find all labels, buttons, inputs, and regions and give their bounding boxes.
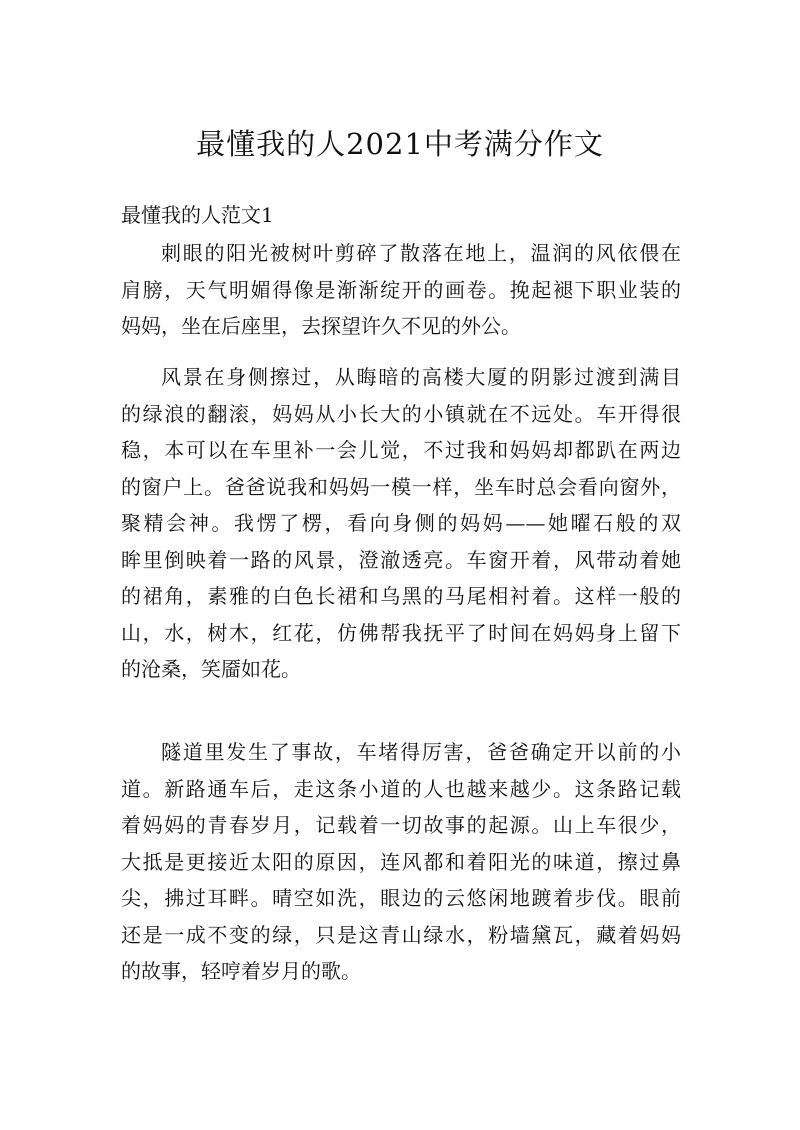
paragraph-line: 稳，本可以在车里补一会儿觉，不过我和妈妈却都趴在两边 <box>121 438 681 462</box>
paragraph-line: 山，水，树木，红花，仿佛帮我抚平了时间在妈妈身上留下 <box>121 620 681 645</box>
paragraph-line: 聚精会神。我愣了楞，看向身侧的妈妈——她曜石般的双 <box>121 511 681 535</box>
paragraph-line: 隧道里发生了事故，车堵得厉害，爸爸确定开以前的小 <box>161 740 681 764</box>
paragraph-line: 尖，拂过耳畔。晴空如洗，眼边的云悠闲地踱着步伐。眼前 <box>121 886 681 910</box>
paragraph-line: 肩膀，天气明媚得像是渐渐绽开的画卷。挽起褪下职业装的 <box>121 277 681 302</box>
paragraph-line: 的绿浪的翻滚，妈妈从小长大的小镇就在不远处。车开得很 <box>121 401 681 426</box>
paragraph-line: 妈妈，坐在后座里，去探望许久不见的外公。 <box>121 314 521 338</box>
paragraph-3 <box>121 734 681 990</box>
paragraph-1 <box>121 235 681 345</box>
paragraph-line: 的故事，轻哼着岁月的歌。 <box>121 959 361 983</box>
paragraph-line: 还是一成不变的绿，只是这青山绿水，粉墙黛瓦，藏着妈妈 <box>121 922 681 947</box>
paragraph-line: 道。新路通车后，走这条小道的人也越来越少。这条路记载 <box>121 776 681 801</box>
paragraph-line: 的沧桑，笑靥如花。 <box>121 657 301 681</box>
paragraph-line: 的窗户上。爸爸说我和妈妈一模一样，坐车时总会看向窗外， <box>121 474 681 499</box>
paragraph-2 <box>121 359 681 688</box>
paragraph-line: 眸里倒映着一路的风景，澄澈透亮。车窗开着，风带动着她 <box>121 547 681 572</box>
paragraph-line: 大抵是更接近太阳的原因，连风都和着阳光的味道，擦过鼻 <box>121 849 681 874</box>
document-title: 最懂我的人2021中考满分作文 <box>196 127 604 161</box>
paragraph-line: 的裙角，素雅的白色长裙和乌黑的马尾相衬着。这样一般的 <box>121 584 681 608</box>
paragraph-line: 风景在身侧擦过，从晦暗的高楼大厦的阴影过渡到满目 <box>161 365 681 389</box>
paragraph-line: 着妈妈的青春岁月，记载着一切故事的起源。山上车很少， <box>121 813 681 837</box>
paragraph-line: 刺眼的阳光被树叶剪碎了散落在地上，温润的风依偎在 <box>161 241 681 265</box>
essay-subtitle: 最懂我的人范文1 <box>121 203 274 227</box>
